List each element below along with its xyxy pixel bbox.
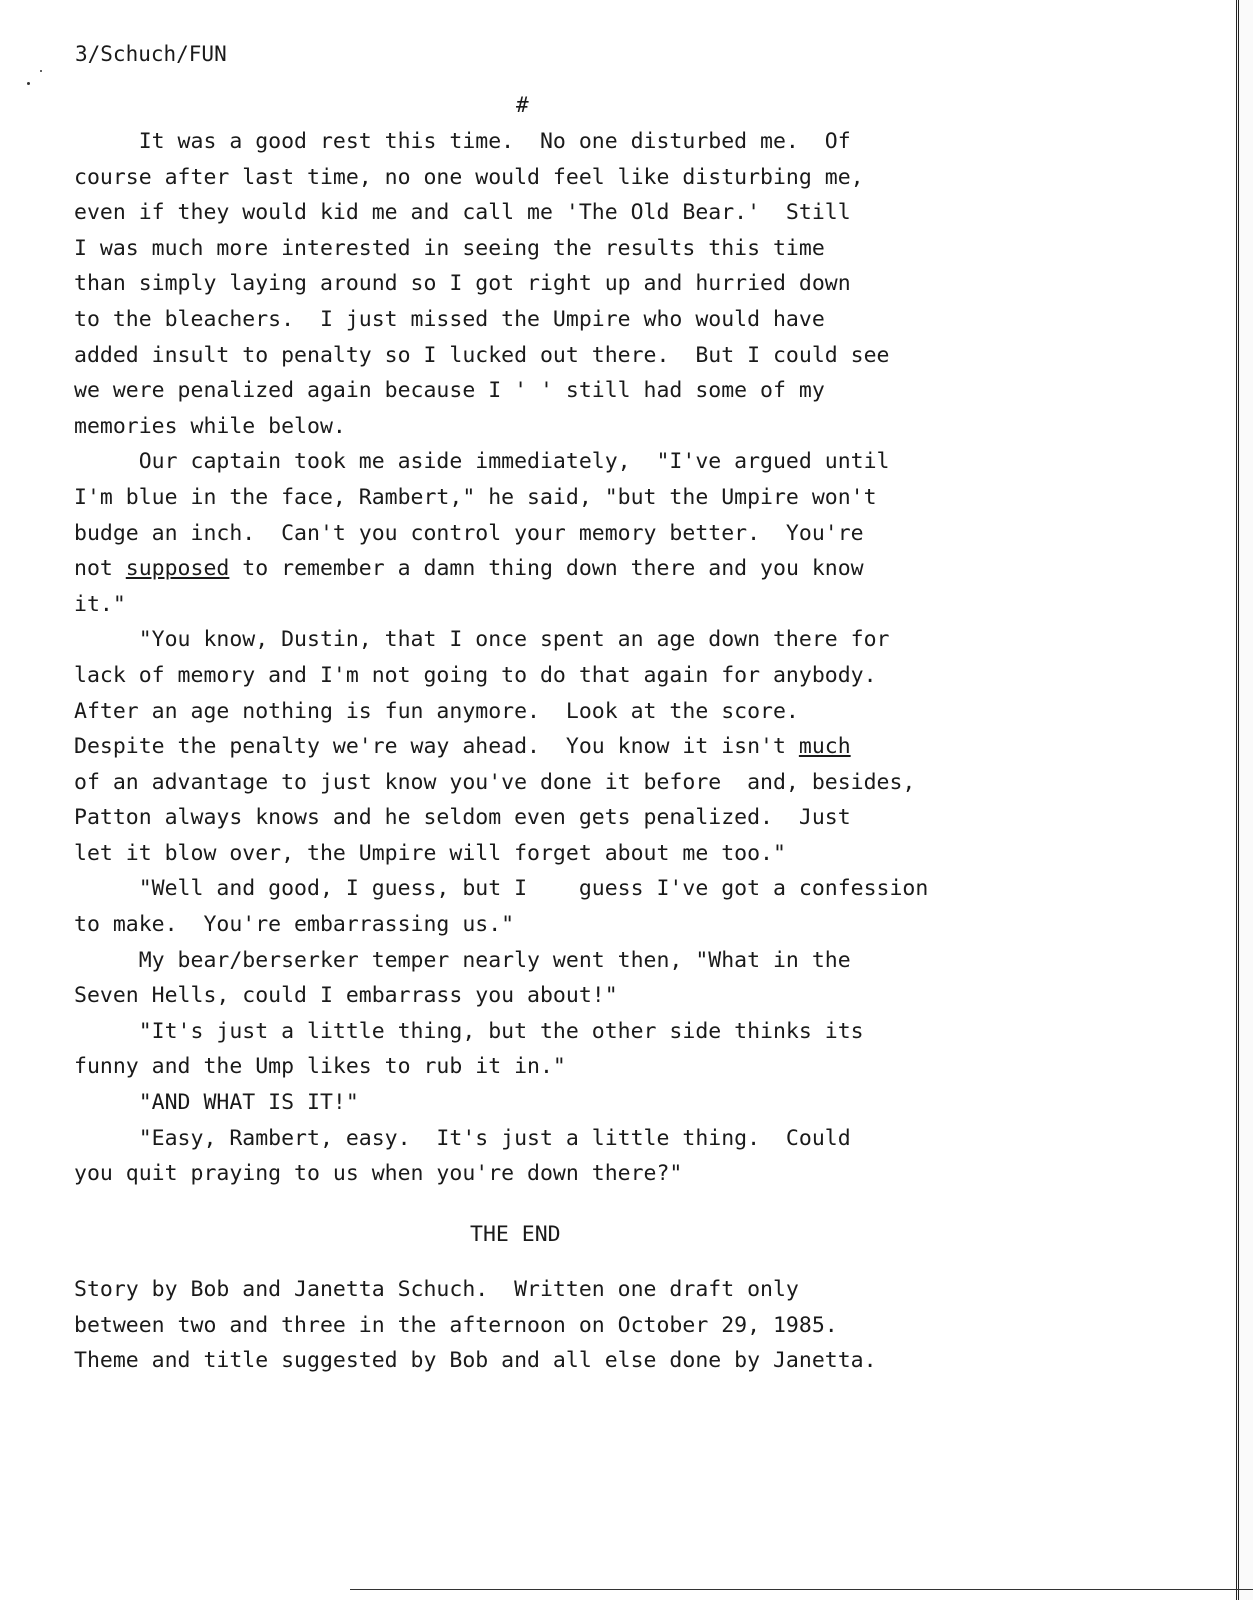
section-mark: # xyxy=(516,93,529,117)
story-line xyxy=(74,1156,1154,1192)
story-segment: than simply laying around so I got right up and hurried down xyxy=(74,271,851,297)
story-text xyxy=(74,124,1154,1192)
story-line xyxy=(74,729,1154,765)
story-line xyxy=(74,444,1154,480)
story-segment: Despite the penalty we're way ahead. You know it isn't xyxy=(74,734,799,760)
story-line xyxy=(74,480,1154,516)
story-segment: course after last time, no one would feel like disturbing me, xyxy=(74,164,864,190)
story-line xyxy=(74,1049,1154,1085)
story-segment: even if they would kid me and call me 'The Old Bear.' Still xyxy=(74,200,851,226)
story-line xyxy=(74,231,1154,267)
story-segment: added insult to penalty so I lucked out there. But I could see xyxy=(74,342,890,368)
page-header: 3/Schuch/FUN xyxy=(75,42,227,66)
story-segment: to the bleachers. I just missed the Umpire who would have xyxy=(74,306,825,332)
story-segment: memories while below. xyxy=(74,413,346,439)
story-line xyxy=(74,160,1154,196)
scan-speck xyxy=(27,82,30,85)
story-segment: "It's just a little thing, but the other side thinks its xyxy=(74,1018,864,1044)
story-line xyxy=(74,266,1154,302)
story-line xyxy=(74,800,1154,836)
story-segment: After an age nothing is fun anymore. Look at the score. xyxy=(74,698,799,724)
story-segment: budge an inch. Can't you control your memory better. You're xyxy=(74,520,864,546)
bottom-rule xyxy=(350,1589,1253,1590)
the-end-heading: THE END xyxy=(470,1222,561,1247)
story-line xyxy=(74,587,1154,623)
story-line xyxy=(74,551,1154,587)
story-segment: to remember a damn thing down there and you know xyxy=(229,556,864,582)
story-line xyxy=(74,622,1154,658)
story-segment: I'm blue in the face, Rambert," he said, "but the Umpire won't xyxy=(74,484,877,510)
story-line xyxy=(74,124,1154,160)
story-segment: Patton always knows and he seldom even gets penalized. Just xyxy=(74,805,851,831)
credits-line: between two and three in the afternoon on October 29, 1985. xyxy=(74,1312,838,1338)
story-line xyxy=(74,373,1154,409)
story-segment: "Easy, Rambert, easy. It's just a little thing. Could xyxy=(74,1125,851,1151)
underlined-word: supposed xyxy=(125,556,230,582)
story-line xyxy=(74,1014,1154,1050)
story-line xyxy=(74,978,1154,1014)
story-line xyxy=(74,302,1154,338)
story-segment: lack of memory and I'm not going to do that again for anybody. xyxy=(74,662,877,688)
story-segment: to make. You're embarrassing us." xyxy=(74,912,515,938)
story-segment: funny and the Ump likes to rub it in." xyxy=(74,1054,566,1080)
story-line xyxy=(74,338,1154,374)
story-line xyxy=(74,907,1154,943)
underlined-word: much xyxy=(798,734,851,760)
story-segment: I was much more interested in seeing the results this time xyxy=(74,235,825,261)
story-line xyxy=(74,943,1154,979)
page-edge xyxy=(1236,0,1253,1600)
scan-speck xyxy=(40,70,42,72)
story-segment: Seven Hells, could I embarrass you about!" xyxy=(74,983,618,1009)
story-line xyxy=(74,694,1154,730)
credits-block xyxy=(74,1272,877,1379)
story-line xyxy=(74,658,1154,694)
story-segment: you quit praying to us when you're down there?" xyxy=(74,1161,683,1187)
story-segment: it." xyxy=(74,591,126,617)
story-segment: Our captain took me aside immediately, "I've argued until xyxy=(74,449,890,475)
story-line xyxy=(74,516,1154,552)
story-segment: not xyxy=(74,556,126,582)
story-segment: "You know, Dustin, that I once spent an age down there for xyxy=(74,627,890,653)
credits-line: Story by Bob and Janetta Schuch. Written one draft only xyxy=(74,1277,799,1302)
story-segment: of an advantage to just know you've done it before and, besides, xyxy=(74,769,916,795)
story-segment: "AND WHAT IS IT!" xyxy=(74,1090,359,1116)
story-line xyxy=(74,765,1154,801)
story-segment: we were penalized again because I ' ' still had some of my xyxy=(74,378,825,404)
story-line xyxy=(74,195,1154,231)
story-line xyxy=(74,1121,1154,1157)
story-segment: "Well and good, I guess, but I guess I've got a confession xyxy=(74,876,929,902)
story-segment: let it blow over, the Umpire will forget about me too." xyxy=(74,840,786,866)
story-line xyxy=(74,1085,1154,1121)
story-line xyxy=(74,836,1154,872)
story-segment: My bear/berserker temper nearly went then, "What in the xyxy=(74,947,851,973)
story-line xyxy=(74,409,1154,445)
credits-line: Theme and title suggested by Bob and all else done by Janetta. xyxy=(74,1348,877,1374)
story-segment: It was a good rest this time. No one disturbed me. Of xyxy=(74,129,851,154)
story-line xyxy=(74,871,1154,907)
